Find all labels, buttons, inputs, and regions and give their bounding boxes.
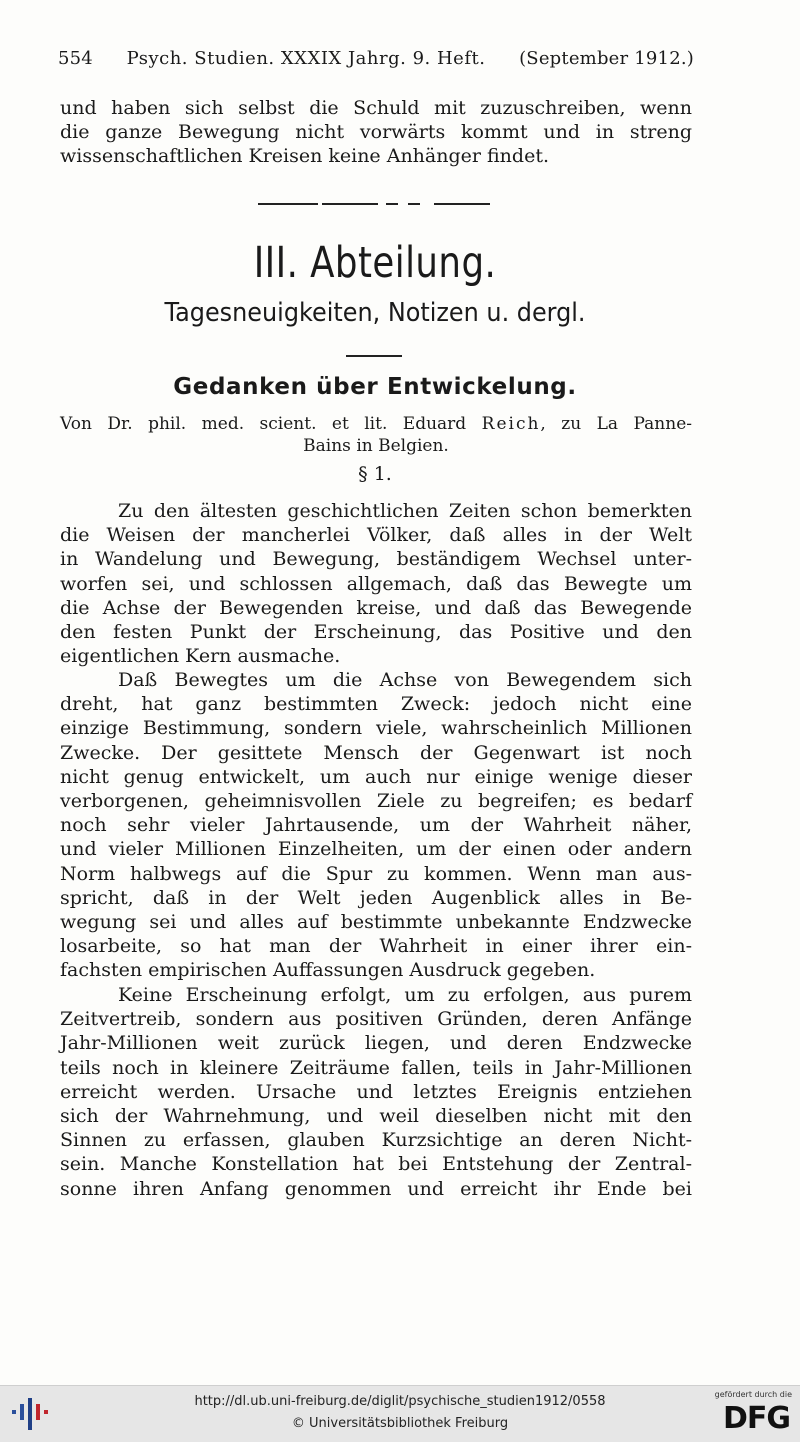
text-line: nicht genug entwickelt, um auch nur einige wenige dieser	[60, 765, 692, 788]
paragraph-mark: § 1.	[358, 463, 392, 485]
text-line: losarbeite, so hat man der Wahrheit in einer ihrer ein-	[60, 935, 692, 958]
sponsor-note: gefördert durch die	[714, 1390, 792, 1399]
text-line: und vieler Millionen Einzelheiten, um der einen oder andern	[60, 838, 692, 861]
section-subtitle: Tagesneuigkeiten, Notizen u. dergl.	[164, 298, 586, 328]
short-rule	[346, 355, 402, 357]
text-line: eigentlichen Kern ausmache.	[60, 645, 341, 668]
author-name: Reich	[481, 414, 541, 434]
running-header	[58, 48, 694, 69]
body-paragraph-3	[60, 983, 692, 1201]
article-title: Gedanken über Entwickelung.	[173, 374, 577, 400]
text-line: worfen sei, und schlossen allgemach, daß das Bewegte um	[60, 572, 692, 595]
text-line: dreht, hat ganz bestimmten Zweck: jedoch nicht eine	[60, 693, 692, 716]
text-line: Zwecke. Der gesittete Mensch der Gegenwart ist noch	[60, 741, 692, 764]
text-line: die ganze Bewegung nicht vorwärts kommt und in streng	[60, 121, 692, 144]
text-line: teils noch in kleinere Zeiträume fallen, teils in Jahr-Millionen	[60, 1056, 692, 1079]
text-line: und haben sich selbst die Schuld mit zuzuschreiben, wenn	[60, 97, 692, 119]
viewer-footer	[0, 1385, 800, 1442]
section-title: III. Abteilung.	[253, 238, 497, 288]
text-line: spricht, daß in der Welt jeden Augenblick alles in Be-	[60, 886, 692, 909]
text-line: sonne ihren Anfang genommen und erreicht ihr Ende bei	[60, 1177, 692, 1200]
byline-line-1	[60, 413, 692, 435]
text-line: fachsten empirischen Auffassungen Ausdruck gegeben.	[60, 959, 596, 982]
text-line: Zu den ältesten geschichtlichen Zeiten schon bemerkten	[118, 500, 692, 522]
text-line: Norm halbwegs auf die Spur zu kommen. Wenn man aus-	[60, 862, 692, 885]
separator-rule	[258, 203, 490, 205]
text-line: erreicht werden. Ursache und letztes Ereignis entziehen	[60, 1080, 692, 1103]
running-title: Psych. Studien. XXXIX Jahrg. 9. Heft.	[126, 48, 486, 69]
issue-date: (September 1912.)	[519, 48, 694, 69]
text-line: die Achse der Bewegenden kreise, und daß das Bewegende	[60, 596, 692, 619]
text-line: noch sehr vieler Jahrtausende, um der Wahrheit näher,	[60, 814, 692, 837]
intro-paragraph	[60, 96, 692, 169]
text-line: die Weisen der mancherlei Völker, daß alles in der Welt	[60, 524, 692, 547]
text-line: wissenschaftlichen Kreisen keine Anhänger findet.	[60, 145, 549, 168]
dfg-logo: DFG	[722, 1401, 790, 1436]
text-line: Zeitvertreib, sondern aus positiven Gründen, deren Anfänge	[60, 1008, 692, 1031]
page-number: 554	[58, 48, 93, 69]
text-line: Daß Bewegtes um die Achse von Bewegendem sich	[118, 669, 692, 691]
byline	[60, 413, 692, 457]
text-line: Sinnen zu erfassen, glauben Kurzsichtige an deren Nicht-	[60, 1129, 692, 1152]
byline-prefix: Von Dr. phil. med. scient. et lit. Eduard	[60, 414, 482, 434]
text-line: Keine Erscheinung erfolgt, um zu erfolgen, aus purem	[118, 984, 692, 1006]
text-line: in Wandelung und Bewegung, beständigem Wechsel unter-	[60, 548, 692, 571]
body-paragraph-2	[60, 668, 692, 983]
permalink-url[interactable]: http://dl.ub.uni-freiburg.de/diglit/psychische_studien1912/0558	[194, 1394, 606, 1409]
byline-suffix: , zu La Panne-	[540, 414, 692, 434]
text-line: verborgenen, geheimnisvollen Ziele zu begreifen; es bedarf	[60, 790, 692, 813]
text-line: wegung sei und alles auf bestimmte unbekannte Endzwecke	[60, 911, 692, 934]
text-line: den festen Punkt der Erscheinung, das Positive und den	[60, 621, 692, 644]
text-line: Jahr-Millionen weit zurück liegen, und deren Endzwecke	[60, 1032, 692, 1055]
copyright-notice: © Universitätsbibliothek Freiburg	[291, 1416, 509, 1431]
body-paragraph-1	[60, 499, 692, 668]
text-line: sein. Manche Konstellation hat bei Entstehung der Zentral-	[60, 1153, 692, 1176]
text-line: sich der Wahrnehmung, und weil dieselben nicht mit den	[60, 1105, 692, 1128]
byline-line-2: Bains in Belgien.	[303, 436, 449, 456]
text-line: einzige Bestimmung, sondern viele, wahrscheinlich Millionen	[60, 717, 692, 740]
